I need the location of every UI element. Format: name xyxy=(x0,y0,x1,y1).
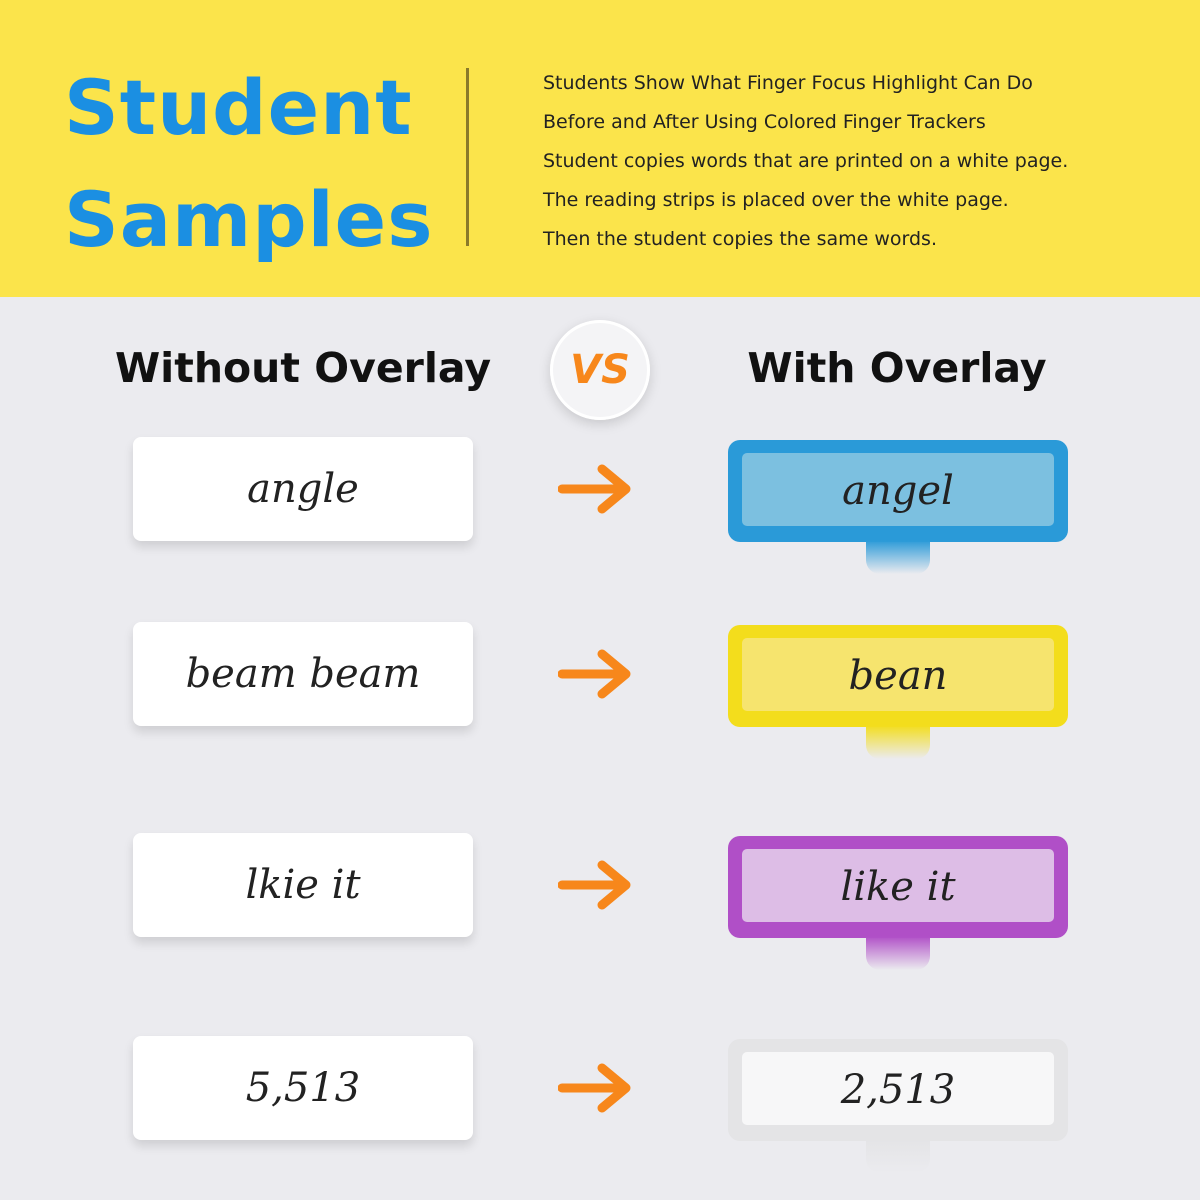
title-line-2: Samples xyxy=(64,175,434,264)
before-handwriting: beam beam xyxy=(185,651,421,697)
after-handwriting: like it xyxy=(840,864,956,910)
description xyxy=(543,64,1068,259)
header-banner xyxy=(0,0,1200,297)
arrow-right-icon xyxy=(558,461,638,517)
description-line: Then the student copies the same words. xyxy=(543,228,937,250)
after-handwriting: bean xyxy=(848,653,948,699)
before-sample-card xyxy=(133,833,473,937)
tracker-handle xyxy=(866,936,930,970)
vs-badge: VS xyxy=(550,320,650,420)
arrow-right-icon xyxy=(558,857,638,913)
before-handwriting: angle xyxy=(247,466,359,512)
arrow-right-icon xyxy=(558,646,638,702)
title-line-1: Student xyxy=(64,63,413,152)
before-handwriting: lkie it xyxy=(245,862,361,908)
before-sample-card xyxy=(133,437,473,541)
tracker-handle xyxy=(866,540,930,574)
divider xyxy=(466,68,469,246)
description-line: The reading strips is placed over the white page. xyxy=(543,189,1009,211)
finger-tracker-overlay xyxy=(728,625,1068,727)
description-line: Students Show What Finger Focus Highlight Can Do xyxy=(543,72,1033,94)
page-title xyxy=(64,52,433,276)
before-handwriting: 5,513 xyxy=(245,1065,361,1111)
finger-tracker-overlay xyxy=(728,440,1068,542)
finger-tracker-overlay xyxy=(728,836,1068,938)
after-handwriting: angel xyxy=(842,468,954,514)
before-sample-card xyxy=(133,622,473,726)
tracker-handle xyxy=(866,1139,930,1173)
tracker-handle xyxy=(866,725,930,759)
after-handwriting: 2,513 xyxy=(840,1067,956,1113)
before-sample-card xyxy=(133,1036,473,1140)
without-overlay-heading: Without Overlay xyxy=(114,344,492,392)
with-overlay-heading: With Overlay xyxy=(747,344,1047,392)
arrow-right-icon xyxy=(558,1060,638,1116)
finger-tracker-overlay xyxy=(728,1039,1068,1141)
description-line: Student copies words that are printed on a white page. xyxy=(543,150,1069,172)
description-line: Before and After Using Colored Finger Trackers xyxy=(543,111,986,133)
